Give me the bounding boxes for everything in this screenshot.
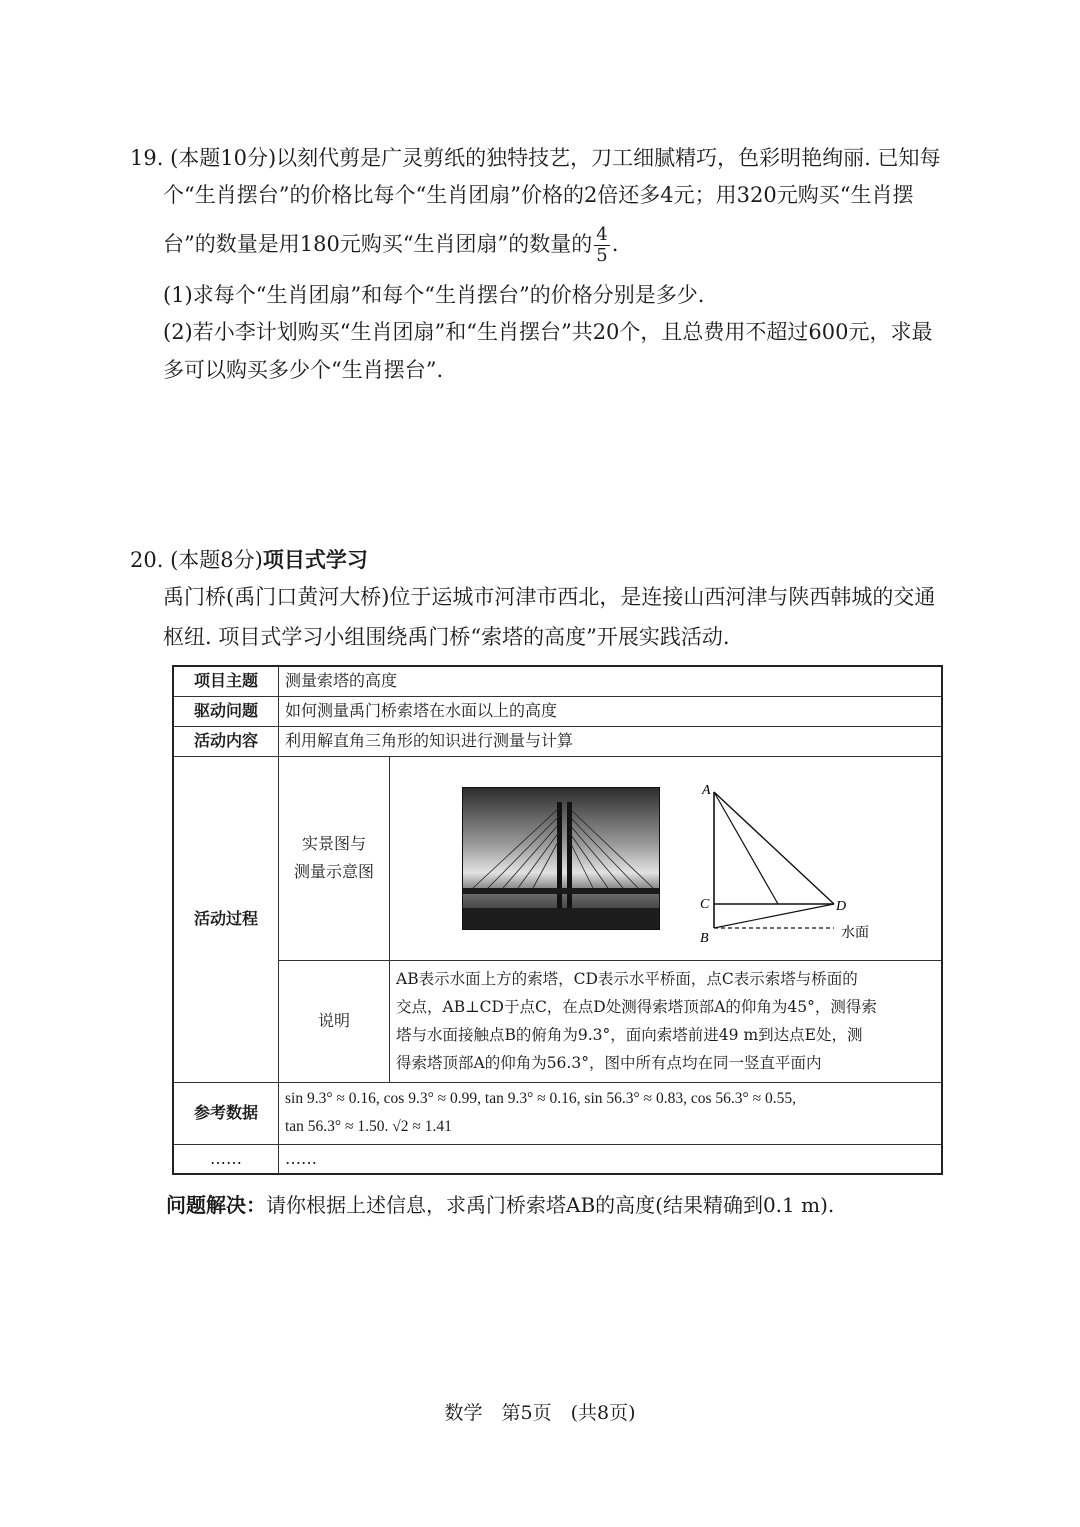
table-row-question — [173, 696, 942, 726]
fraction-four-fifths — [594, 225, 609, 266]
label-question: 驱动问题 — [173, 696, 279, 726]
description-cell — [390, 960, 943, 1082]
label-reference: 参考数据 — [173, 1082, 279, 1144]
reference-data-cell — [279, 1082, 943, 1144]
problem-text: 请你根据上述信息，求禹门桥索塔AB的高度(结果精确到0.1 m). — [266, 1193, 835, 1217]
sublabel-figures-line2: 测量示意图 — [293, 862, 374, 881]
table-row-process-description — [173, 960, 942, 1082]
q20-heading — [130, 545, 368, 575]
q20-title: 项目式学习 — [262, 547, 368, 572]
q20-intro-line1: 禹门桥(禹门口黄河大桥)位于运城市河津市西北，是连接山西河津与陕西韩城的交通 — [163, 585, 936, 609]
table-row-ellipsis — [173, 1144, 942, 1174]
sublabel-description: 说明 — [279, 960, 390, 1082]
q19-part2-line1: (2)若小李计划购买“生肖团扇”和“生肖摆台”共20个，且总费用不超过600元，求最 — [163, 320, 933, 344]
q19-part2-line2: 多可以购买多少个“生肖摆台”. — [163, 358, 444, 382]
point-label-b: B — [700, 931, 709, 946]
q20-number: 20. (本题8分) — [130, 548, 263, 572]
q19-line3-text: 台”的数量是用180元购买“生肖团扇”的数量的 — [163, 232, 593, 256]
point-label-c: C — [700, 897, 710, 912]
table-row-content — [173, 726, 942, 756]
description-line4: 得索塔顶部A的仰角为56.3°，图中所有点均在同一竖直平面内 — [396, 1054, 822, 1072]
point-label-a: A — [702, 783, 711, 798]
sublabel-figures — [279, 756, 390, 960]
label-topic: 项目主题 — [173, 666, 279, 696]
q19-line1: 19. (本题10分)以刻代剪是广灵剪纸的独特技艺，刀工细腻精巧，色彩明艳绚丽. 已知每 — [130, 146, 941, 170]
value-topic: 测量索塔的高度 — [279, 666, 943, 696]
value-ellipsis: …… — [279, 1144, 943, 1174]
table-row-topic — [173, 666, 942, 696]
measurement-diagram — [698, 768, 918, 948]
description-line2: 交点，AB⊥CD于点C，在点D处测得索塔顶部A的仰角为45°，测得索 — [396, 998, 877, 1016]
sublabel-figures-line1: 实景图与 — [301, 834, 366, 853]
label-ellipsis: …… — [173, 1144, 279, 1174]
value-question: 如何测量禹门桥索塔在水面以上的高度 — [279, 696, 943, 726]
point-label-d: D — [836, 899, 847, 914]
description-line3: 塔与水面接触点B的俯角为9.3°，面向索塔前进49 m到达点E处，测 — [396, 1026, 863, 1044]
water-surface-label: 水面 — [841, 926, 869, 941]
description-line1: AB表示水面上方的索塔，CD表示水平桥面，点C表示索塔与桥面的 — [396, 970, 858, 988]
bridge-photo-illustration — [463, 788, 659, 929]
table-row-reference — [173, 1082, 942, 1144]
q19-part1: (1)求每个“生肖团扇”和每个“生肖摆台”的价格分别是多少. — [163, 283, 705, 307]
table-row-process-figures — [173, 756, 942, 960]
q19-line3-end: . — [611, 232, 619, 256]
q20-intro-line2: 枢纽. 项目式学习小组围绕禹门桥“索塔的高度”开展实践活动. — [163, 625, 730, 649]
figures-cell — [390, 756, 943, 960]
q19-line3 — [163, 225, 618, 266]
value-content: 利用解直角三角形的知识进行测量与计算 — [279, 726, 943, 756]
label-content: 活动内容 — [173, 726, 279, 756]
problem-label: 问题解决： — [166, 1193, 266, 1217]
reference-line1: sin 9.3° ≈ 0.16, cos 9.3° ≈ 0.99, tan 9.3° ≈ 0.16, sin 56.3° ≈ 0.83, cos 56.3° ≈ 0.55, — [285, 1090, 796, 1107]
reference-line2: tan 56.3° ≈ 1.50. √2 ≈ 1.41 — [285, 1118, 452, 1135]
q19-line2: 个“生肖摆台”的价格比每个“生肖团扇”价格的2倍还多4元；用320元购买“生肖摆 — [163, 183, 914, 207]
problem-solving — [166, 1190, 834, 1220]
bridge-photo — [462, 787, 660, 930]
fraction-denominator: 5 — [596, 245, 608, 266]
page-footer: 数学 第5页 (共8页) — [444, 1402, 636, 1424]
project-table — [172, 665, 943, 1175]
label-process: 活动过程 — [173, 756, 279, 1082]
fraction-numerator: 4 — [596, 224, 608, 245]
